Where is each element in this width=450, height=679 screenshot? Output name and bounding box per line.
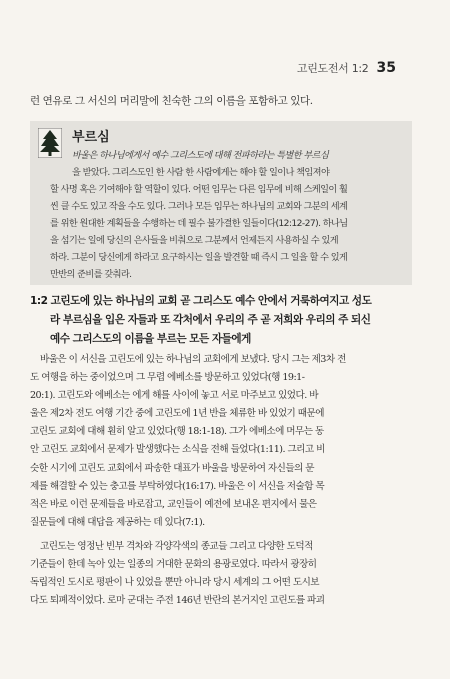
body-line: 고린도는 영정난 빈부 격차와 각양각색의 종교들 그리고 다양한 도덕적 [40,540,313,552]
body-line: 안 고린도 교회에서 문제가 발생했다는 소식을 전해 들었다(1:11). 그리고 비 [30,444,325,456]
callout-title: 부르심 [72,130,110,145]
body-line: 고린도 교회에 대해 훤히 알고 있었다(행 18:1-18). 그가 에베소에 머무는 동 [30,426,324,438]
page-number: 35 [376,60,396,76]
callout-line: 를 위한 원대한 계획들을 수행하는 데 필수 불가결한 일들이다(12:12-27). 하나님 [50,218,348,229]
continued-text-line: 런 연유로 그 서신의 머리말에 친숙한 그의 이름을 포함하고 있다. [30,95,313,107]
callout-line: 씬 클 수도 있고 작을 수도 있다. 그러나 모든 임무는 하나님의 교회와 그분의 세계 [50,201,348,212]
commentary-body [30,351,414,610]
callout-line: 을 받았다. 그리스도인 한 사람 한 사람에게는 해야 할 일이나 책임져야 [72,167,330,178]
callout-line: 만반의 준비를 갖춰라. [50,269,132,280]
callout-body [50,147,404,283]
pine-tree-icon [38,128,62,158]
body-line: 질문들에 대해 대답을 제공하는 데 있다(7:1). [30,516,205,528]
verse-heading [30,292,414,349]
body-line: 20:1). 고린도와 에베소는 에게 해를 사이에 놓고 서로 마주보고 있었다. 바 [30,390,318,402]
callout-line: 바울은 하나님에게서 예수 그리스도에 대해 전파하라는 특별한 부르심 [72,150,329,161]
body-line: 도 여행을 하는 중이었으며 그 무렵 에베소를 방문하고 있었다(행 19:1- [30,372,305,384]
body-line: 독립적인 도시로 평판이 나 있었을 뿐만 아니라 당시 세계의 그 어떤 도시보 [30,577,320,589]
body-line: 제를 해결할 수 있는 충고를 부탁하였다(16:17). 바울은 이 서신을 저술함 목 [30,480,325,492]
running-header-title: 고린도전서 1:2 [296,62,369,75]
body-line: 바울은 이 서신을 고린도에 있는 하나님의 교회에게 보냈다. 당시 그는 제3차 전 [40,354,346,365]
callout-line: 을 섬기는 일에 당신의 은사들을 비춰으로 그분께서 언제든지 사용하실 수 있게 [50,235,339,246]
callout-line: 할 사명 혹은 기여해야 할 역할이 있다. 어떤 임무는 다른 임무에 비해 스케일이 훨 [50,184,348,195]
verse-line: 예수 그리스도의 이름을 부르는 모든 자들에게 [50,333,251,345]
body-line: 기준들이 한데 녹아 있는 일종의 거대한 문화의 용광로였다. 따라서 광장히 [30,559,317,571]
body-line: 슷한 시기에 고린도 교회에서 파송한 대표가 바울을 방문하여 자신들의 문 [30,462,315,474]
body-line: 적은 바로 이런 문제들을 바로잡고, 교인들이 예전에 보내온 편지에서 물은 [30,498,317,510]
verse-line: 라 부르심을 입은 자들과 또 각처에서 우리의 주 곧 저희와 우리의 주 되신 [50,314,371,326]
body-line: 다도 퇴폐적이었다. 로마 군대는 주전 146년 반란의 본거지인 고린도를 파괴 [30,595,325,607]
running-header [297,60,396,76]
verse-line: 1:2 고린도에 있는 하나님의 교회 곧 그리스도 예수 안에서 거룩하여지고 성도 [30,295,372,307]
sidebar-callout-box [30,121,412,285]
callout-line: 하라. 그분이 당신에게 하라고 요구하시는 일을 발견할 때 즉시 그 일을 할 수 있게 [50,252,348,263]
body-line: 울은 제2차 전도 여행 기간 중에 고린도에 1년 반을 체류한 바 있었기 때문에 [30,408,324,420]
